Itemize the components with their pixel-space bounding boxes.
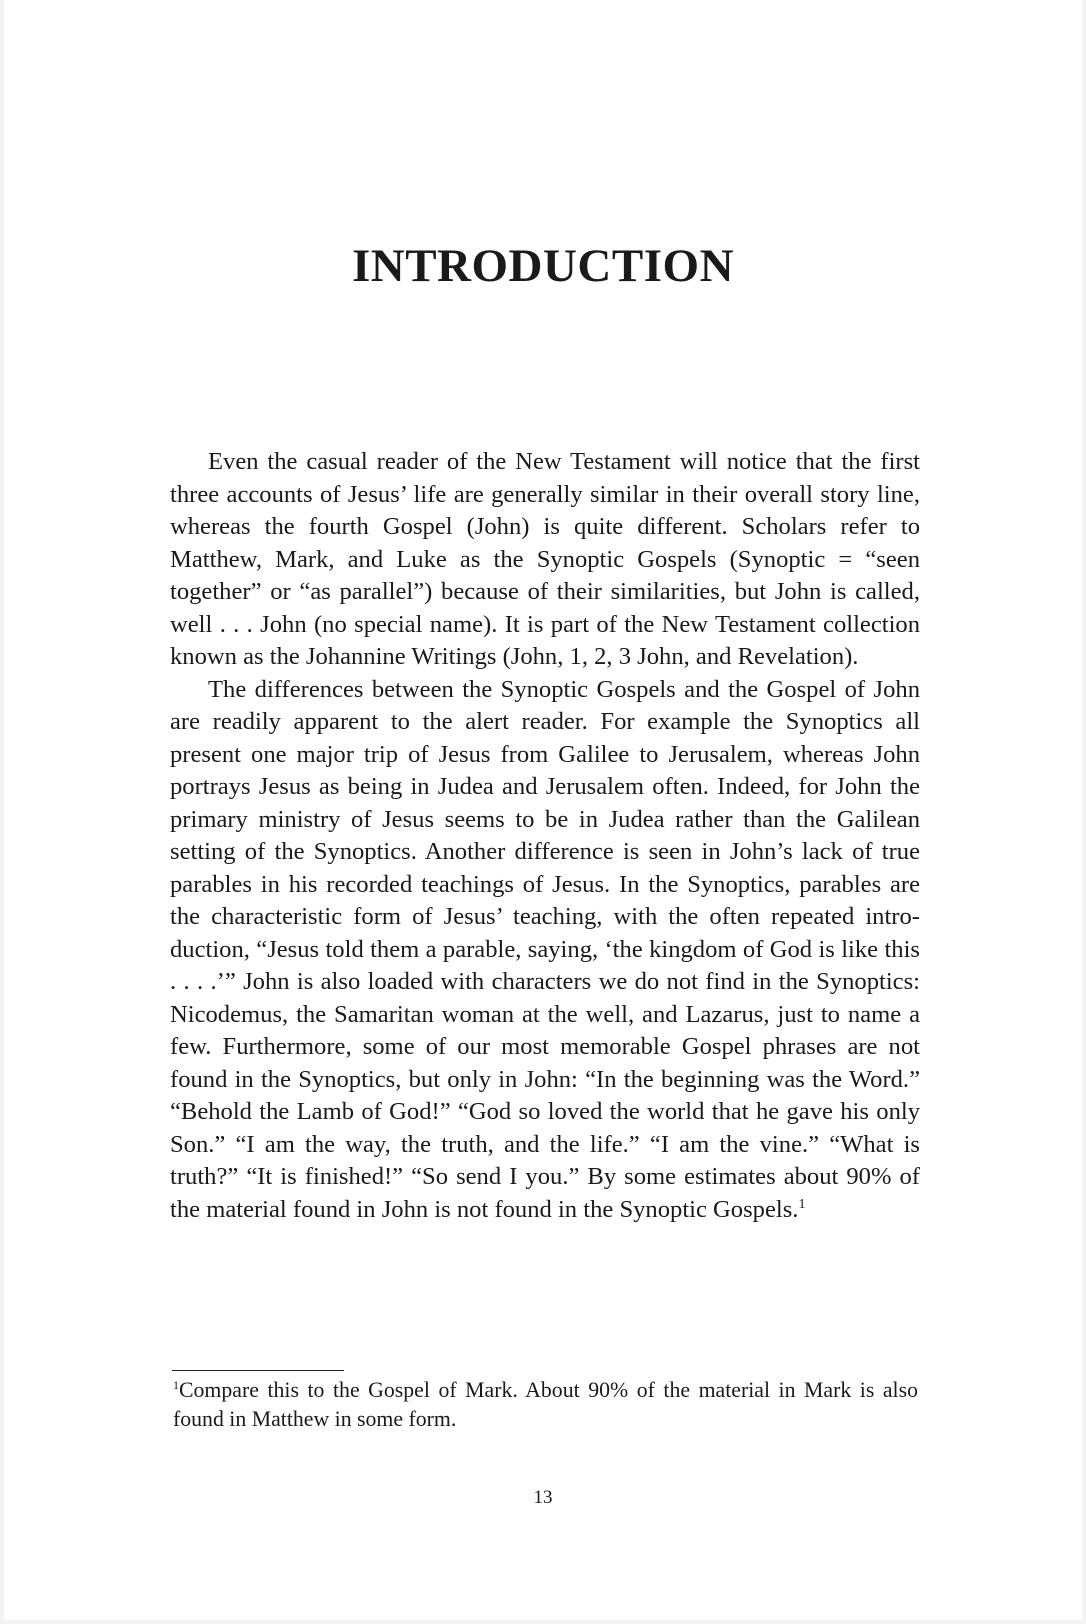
page-number: 13 [533,1487,553,1508]
footnote-text: Compare this to the Gospel of Mark. About 90% of the material in Mark is also found in Matthew in some form. [173,1378,918,1431]
paragraph-2 [170,674,920,1227]
footnote [173,1376,918,1434]
book-page [4,0,1082,1620]
footnote-marker: 1 [173,1378,179,1392]
footnote-divider [172,1370,344,1371]
chapter-title: INTRODUCTION [351,240,735,292]
paragraph-1: Even the casual reader of the New Testament will notice that the first three accounts of Jesus’ life are generally similar in their overall story line, whereas the fourth Gospel (John) is quite different. Scholars refer to Matthew, Mark, and Luke as the Synoptic Gospels (Synoptic = “seen together” or “as parallel”) because of their similarities, but John is called, well . . . John (no special name). It is part of the New Testament collection known as the Johannine Writings (John, 1, 2, 3 John, and Revelation). [170,448,920,670]
footnote-reference: 1 [798,1196,806,1212]
body-text [170,446,920,1226]
paragraph-2-text: The differences between the Synoptic Gospels and the Gospel of John are readily apparent to the alert reader. For example the Synoptics all present one major trip of Jesus from Galilee to Jerusalem, whereas John portrays Jesus as being in Judea and Jerusalem often. Indeed, for John the primary ministry of Jesus seems to be in Judea rather than the Galilean setting of the Synoptics. Another difference is seen in John’s lack of true parables in his recorded teachings of Jesus. In the Synoptics, parables are the characteristic form of Jesus’ teaching, with the often repeated introduction, “Jesus told them a parable, saying, ‘the kingdom of God is like this . . . .’” John is also loaded with characters we do not find in the Synoptics: Nicodemus, the Samaritan woman at the well, and Lazarus, just to name a few. Furthermore, some of our most memorable Gospel phrases are not found in the Synoptics, but only in John: “In the beginning was the Word.” “Behold the Lamb of God!” “God so loved the world that he gave his only Son.” “I am the way, the truth, and the life.” “I am the vine.” “What is truth?” “It is finished!” “So send I you.” By some estimates about 90% of the material found in John is not found in the Synoptic Gospels. [170,675,920,1223]
